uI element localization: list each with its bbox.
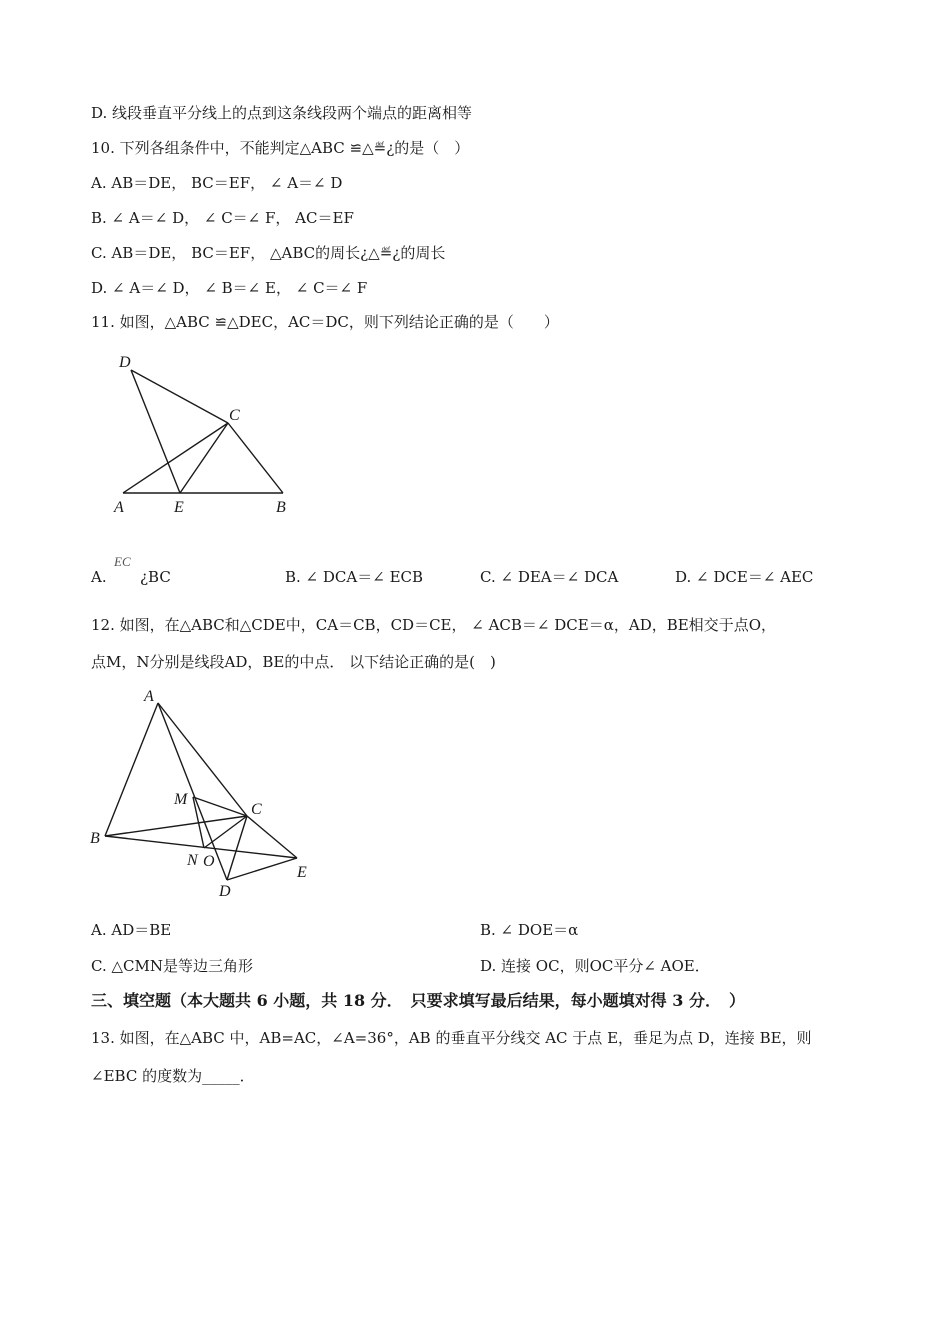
q11-option-d: D. ∠ DCE＝∠ AEC <box>675 568 814 586</box>
q11-option-c: C. ∠ DEA＝∠ DCA <box>480 568 619 586</box>
q11-option-a-body: ¿BC <box>140 568 171 586</box>
q10-option-d: D. ∠ A＝∠ D， ∠ B＝∠ E， ∠ C＝∠ F <box>91 279 368 297</box>
q12-label-c: C <box>251 801 262 818</box>
q12-label-m: M <box>174 791 188 808</box>
q11-label-a: A <box>114 499 124 516</box>
q12-label-e: E <box>297 864 307 881</box>
q12-label-o: O <box>203 853 215 870</box>
q11-label-b: B <box>276 499 286 516</box>
q11-label-c: C <box>229 407 240 424</box>
q10-option-b: B. ∠ A＝∠ D， ∠ C＝∠ F， AC＝EF <box>91 209 354 227</box>
q11-stem: 11. 如图，△ABC ≌△DEC，AC＝DC，则下列结论正确的是（ ） <box>91 313 559 331</box>
q13-line1: 13. 如图，在△ABC 中，AB=AC，∠A=36°，AB 的垂直平分线交 AC 于点 E，垂足为点 D，连接 BE，则 <box>91 1029 812 1047</box>
q12-label-b: B <box>90 830 100 847</box>
q11-option-a-superscript: EC <box>114 554 131 569</box>
q13-line2: ∠EBC 的度数为_____． <box>91 1067 255 1085</box>
q12-label-n: N <box>187 852 198 869</box>
q12-option-c: C. △CMN是等边三角形 <box>91 957 253 975</box>
q12-figure <box>85 685 325 905</box>
q12-option-b: B. ∠ DOE＝α <box>480 921 579 939</box>
q10-option-c: C. AB＝DE， BC＝EF， △ABC的周长¿△≝¿的周长 <box>91 244 446 262</box>
q12-label-a: A <box>144 688 154 705</box>
section-3-heading: 三、填空题（本大题共 6 小题，共 18 分． 只要求填写最后结果，每小题填对得 3 分． ） <box>91 991 745 1010</box>
q12-stem-line2: 点M，N分别是线段AD，BE的中点． 以下结论正确的是( ) <box>91 653 496 671</box>
q10-stem: 10. 下列各组条件中，不能判定△ABC ≌△≝¿的是（ ） <box>91 139 470 157</box>
q11-option-a-prefix: A. <box>91 568 107 586</box>
q11-label-d: D <box>119 354 131 371</box>
q12-label-d: D <box>219 883 231 900</box>
q9-option-d: D. 线段垂直平分线上的点到这条线段两个端点的距离相等 <box>91 104 473 122</box>
q12-option-d: D. 连接 OC，则OC平分∠ AOE． <box>480 957 710 975</box>
q11-figure <box>105 350 305 520</box>
q12-stem-line1: 12. 如图，在△ABC和△CDE中，CA＝CB，CD＝CE， ∠ ACB＝∠ DCE＝α，AD，BE相交于点O， <box>91 616 776 634</box>
q12-option-a: A. AD＝BE <box>91 921 172 939</box>
q11-label-e: E <box>174 499 184 516</box>
q10-option-a: A. AB＝DE， BC＝EF， ∠ A＝∠ D <box>91 174 343 192</box>
q11-option-b: B. ∠ DCA＝∠ ECB <box>285 568 424 586</box>
